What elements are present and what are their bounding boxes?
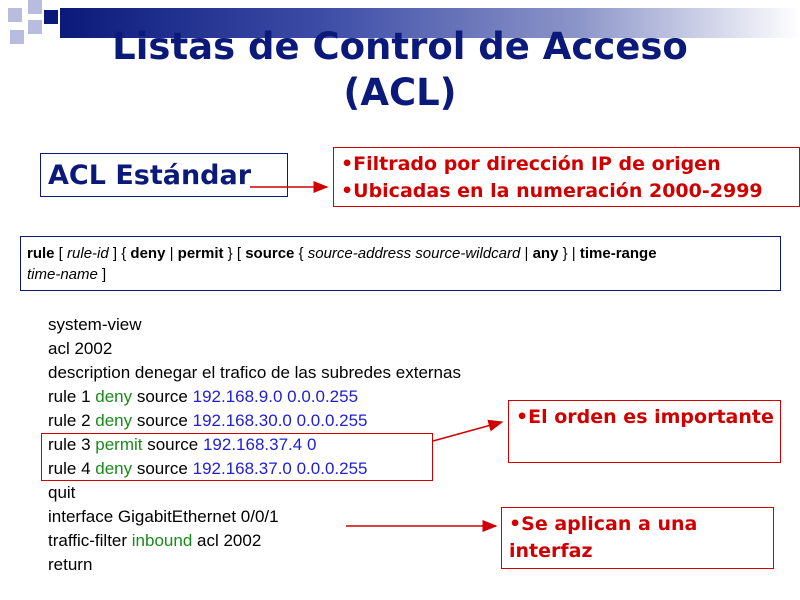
- syntax-deny: deny: [130, 245, 166, 262]
- code-text: rule 2: [48, 411, 96, 430]
- code-line: description denegar el trafico de las subredes externas: [48, 363, 461, 382]
- title-line-2: (ACL): [343, 71, 457, 114]
- code-text: source: [132, 459, 193, 478]
- syntax-source: source: [245, 245, 295, 262]
- rule-syntax-box: [20, 236, 781, 291]
- code-line: return: [48, 555, 93, 574]
- syntax-any: any: [532, 245, 559, 262]
- code-address: 192.168.37.4 0: [202, 435, 317, 454]
- code-address: 192.168.37.0 0.0.0.255: [192, 459, 368, 478]
- code-action: permit: [95, 435, 143, 454]
- syntax-token: ]: [97, 266, 107, 283]
- syntax-token: {: [294, 245, 308, 262]
- code-line: system-view: [48, 315, 142, 334]
- code-address: 192.168.9.0 0.0.0.255: [192, 387, 359, 406]
- code-text: traffic-filter: [48, 531, 132, 550]
- syntax-source-address: source-address source-wildcard: [307, 245, 521, 262]
- code-action: deny: [95, 387, 133, 406]
- info-point: •Filtrado por dirección IP de origen: [341, 153, 721, 175]
- code-text: source: [132, 387, 193, 406]
- interface-note-box: •Se aplican a una interfaz: [501, 507, 774, 569]
- syntax-rule: rule: [27, 245, 55, 262]
- syntax-token: } [: [223, 245, 246, 262]
- code-action: deny: [95, 411, 133, 430]
- syntax-rule-id: rule-id: [67, 245, 109, 262]
- syntax-token: } |: [558, 245, 580, 262]
- decor-square: [28, 0, 42, 14]
- order-note-box: •El orden es importante: [508, 400, 781, 463]
- code-text: rule 1: [48, 387, 96, 406]
- syntax-token: [: [54, 245, 68, 262]
- info-point: •Ubicadas en la numeración 2000-2999: [341, 180, 763, 202]
- syntax-token: |: [165, 245, 178, 262]
- syntax-token: |: [520, 245, 533, 262]
- decor-square: [8, 8, 22, 22]
- title-line-1: Listas de Control de Acceso: [112, 25, 688, 68]
- code-direction: inbound: [131, 531, 193, 550]
- code-line-rule: [48, 385, 461, 409]
- code-text: source: [132, 411, 193, 430]
- syntax-time-range: time-range: [579, 245, 657, 262]
- code-address: 192.168.30.0 0.0.0.255: [192, 411, 368, 430]
- syntax-time-name: time-name: [27, 266, 98, 283]
- code-action: deny: [95, 459, 133, 478]
- acl-standard-label: ACL Estándar: [40, 153, 288, 197]
- code-line: interface GigabitEthernet 0/0/1: [48, 507, 279, 526]
- code-line: quit: [48, 483, 76, 502]
- code-line-rule: [48, 409, 461, 433]
- code-text: rule 3: [48, 435, 96, 454]
- code-line: acl 2002: [48, 339, 113, 358]
- decor-square: [44, 10, 58, 24]
- slide-title: [0, 24, 800, 116]
- syntax-token: ] {: [108, 245, 131, 262]
- code-line-traffic-filter: [48, 529, 461, 553]
- code-text: rule 4: [48, 459, 96, 478]
- acl-info-box: [333, 147, 800, 207]
- syntax-permit: permit: [177, 245, 224, 262]
- code-text: source: [142, 435, 203, 454]
- rule-order-highlight: [41, 433, 433, 481]
- code-text: acl 2002: [192, 531, 262, 550]
